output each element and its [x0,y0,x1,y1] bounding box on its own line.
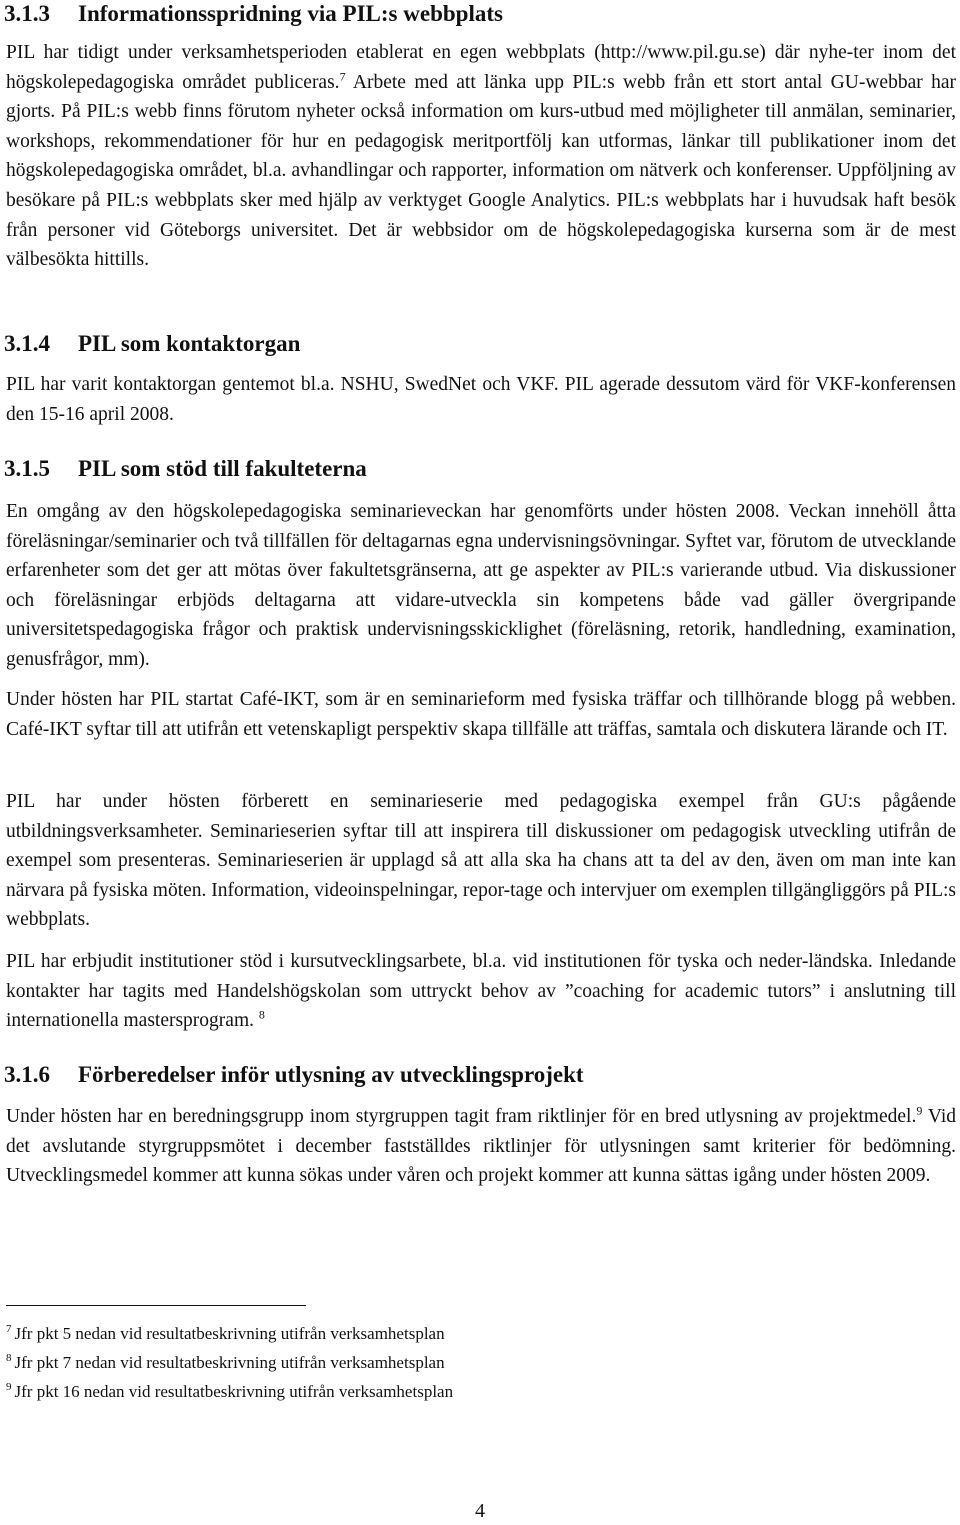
heading-title: PIL som stöd till fakulteterna [78,456,367,481]
heading-3-1-3 [4,0,503,28]
heading-title: Informationsspridning via PIL:s webbplats [78,1,503,26]
paragraph-seminarieveckan: En omgång av den högskolepedagogiska seminarieveckan har genomförts under hösten 2008. Veckan innehöll åtta föreläsningar/seminarier och två tillfällen för deltagarnas egna undervisningsövningar. Syftet var, förutom de utvecklande erfarenheter som det ger att mötas över fakultetsgränserna, att ge aspekter av PIL:s varierande utbud. Via diskussioner och föreläsningar erbjöds deltagarna att vidare-utveckla sin kompetens både vad gäller övergripande universitetspedagogiska frågor och praktisk undervisningsskicklighet (föreläsning, retorik, handledning, examination, genusfrågor, mm). [6,501,956,670]
footnote-divider [6,1305,306,1306]
heading-3-1-6 [4,1061,584,1089]
heading-number: 3.1.5 [4,456,50,481]
footnote-text: Jfr pkt 16 nedan vid resultatbeskrivning utifrån verksamhetsplan [14,1382,454,1401]
page-number: 4 [475,1500,485,1522]
paragraph-webbplats: PIL har tidigt under verksamhetsperioden etablerat en egen webbplats (http://www.pil.gu.se) där nyhe-ter inom det högskolepedagogiska området publiceras.$^7$ Arbete med att länka upp PIL:s webb från ett stort antal GU-webbar har gjorts. På PIL:s webb finns förutom nyheter också information om kurs-utbud med möjligheter till anmälan, seminarier, workshops, rekommendationer för hur en pedagogisk meritportfölj kan utformas, länkar till publikationer inom det högskolepedagogiska området, bl.a. avhandlingar och rapporter, information om nätverk och konferenser. Uppföljning av besökare på PIL:s webbplats sker med hjälp av verktyget Google Analytics. PIL:s webbplats har i huvudsak haft besök från personer vid Göteborgs universitet. Det är webbsidor om de högskolepedagogiska kurserna som är de mest välbesökta hittills. [6,42,957,271]
paragraph-kursutveckling: PIL har erbjudit institutioner stöd i kursutvecklingsarbete, bl.a. vid institutionen för tyska och neder-ländska. Inledande kontakter har tagits med Handelshögskolan som uttryckt behov av ”coaching for academic tutors” i anslutning till internationella mastersprogram. $^8$ [6,951,956,1032]
footnote-ref-8[interactable]: 8 [258,1007,265,1022]
footnote-ref-7[interactable]: 7 [339,69,346,84]
footnote-text: Jfr pkt 5 nedan vid resultatbeskrivning utifrån verksamhetsplan [14,1324,445,1343]
paragraph-cafe-ikt: Under hösten har PIL startat Café-IKT, som är en seminarieform med fysiska träffar och tillhörande blogg på webben. Café-IKT syftar till att utifrån ett vetenskapligt perspektiv skapa tillfälle att träffas, samtala och diskutera lärande och IT. [6,689,956,740]
paragraph-seminarieserie: PIL har under hösten förberett en seminarieserie med pedagogiska exempel från GU:s pågående utbildningsverksamheter. Seminarieserien syftar till att inspirera till diskussioner om pedagogisk utveckling utifrån de exempel som presenteras. Seminarieserien är upplagd så att alla ska ha chans att ta del av den, även om man inte kan närvara på fysiska möten. Information, videoinspelningar, repor-tage och intervjuer om exemplen tillgängliggörs på PIL:s webbplats. [6,791,956,931]
footnote-mark: 9 [6,1381,12,1394]
heading-title: PIL som kontaktorgan [78,331,301,356]
paragraph-kontaktorgan: PIL har varit kontaktorgan gentemot bl.a. NSHU, SwedNet och VKF. PIL agerade dessutom värd för VKF-konferensen den 15-16 april 2008. [6,374,956,425]
pil-website-link[interactable]: http://www.pil.gu.se [600,42,760,63]
footnote-7 [6,1323,445,1345]
footnote-9 [6,1381,453,1403]
heading-3-1-5 [4,455,367,483]
paragraph-utlysning: Under hösten har en beredningsgrupp inom styrgruppen tagit fram riktlinjer för en bred utlysning av projektmedel.$^9$ Vid det avslutande styrgruppsmötet i december fastställdes riktlinjer för utlysningen samt kriterier för bedömning. Utvecklingsmedel kommer att kunna sökas under våren och projekt kommer att kunna sättas igång under hösten 2009. [6,1103,957,1187]
heading-title: Förberedelser inför utlysning av utvecklingsprojekt [78,1062,584,1087]
heading-number: 3.1.3 [4,1,50,26]
footnote-8 [6,1352,445,1374]
heading-number: 3.1.4 [4,331,50,356]
footnote-mark: 7 [6,1323,12,1336]
heading-number: 3.1.6 [4,1062,50,1087]
footnote-mark: 8 [6,1352,12,1365]
footnote-text: Jfr pkt 7 nedan vid resultatbeskrivning utifrån verksamhetsplan [14,1353,445,1372]
heading-3-1-4 [4,330,300,358]
footnote-ref-9[interactable]: 9 [916,1103,923,1118]
